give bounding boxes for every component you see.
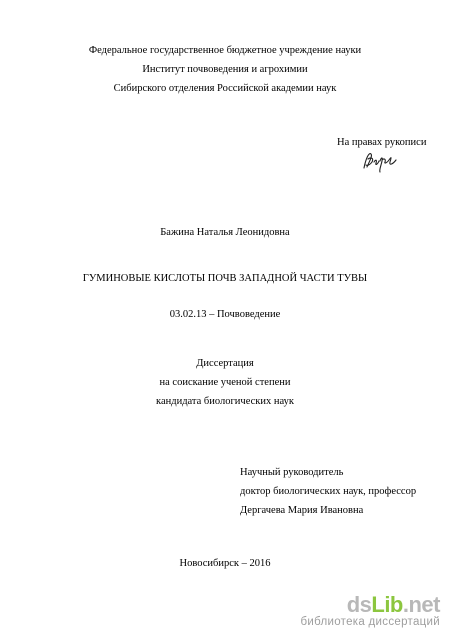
institution-line-1: Федеральное государственное бюджетное учреждение науки: [88, 45, 362, 56]
dslib-watermark: [300, 594, 440, 629]
degree-line-2: на соискание ученой степени: [159, 377, 291, 388]
supervisor-label: Научный руководитель: [240, 467, 344, 478]
watermark-subtitle: библиотека диссертаций: [300, 616, 440, 628]
supervisor-name: Дергачева Мария Ивановна: [240, 505, 364, 516]
institution-line-2: Институт почвоведения и агрохимии: [142, 64, 308, 75]
supervisor-position: доктор биологических наук, профессор: [240, 486, 417, 497]
specialty-code: 03.02.13 – Почвоведение: [169, 309, 281, 320]
degree-line-3: кандидата биологических наук: [156, 396, 294, 407]
handwritten-signature: [362, 148, 398, 174]
rights-note: На правах рукописи: [337, 137, 427, 148]
author-name: Бажина Наталья Леонидовна: [160, 227, 290, 238]
city-year: Новосибирск – 2016: [179, 558, 271, 569]
institution-line-3: Сибирского отделения Российской академии наук: [113, 83, 337, 94]
dissertation-title: ГУМИНОВЫЕ КИСЛОТЫ ПОЧВ ЗАПАДНОЙ ЧАСТИ ТУВЫ: [82, 273, 368, 284]
dslib-logo: dsLib.net: [346, 592, 440, 617]
degree-line-1: Диссертация: [196, 358, 254, 369]
